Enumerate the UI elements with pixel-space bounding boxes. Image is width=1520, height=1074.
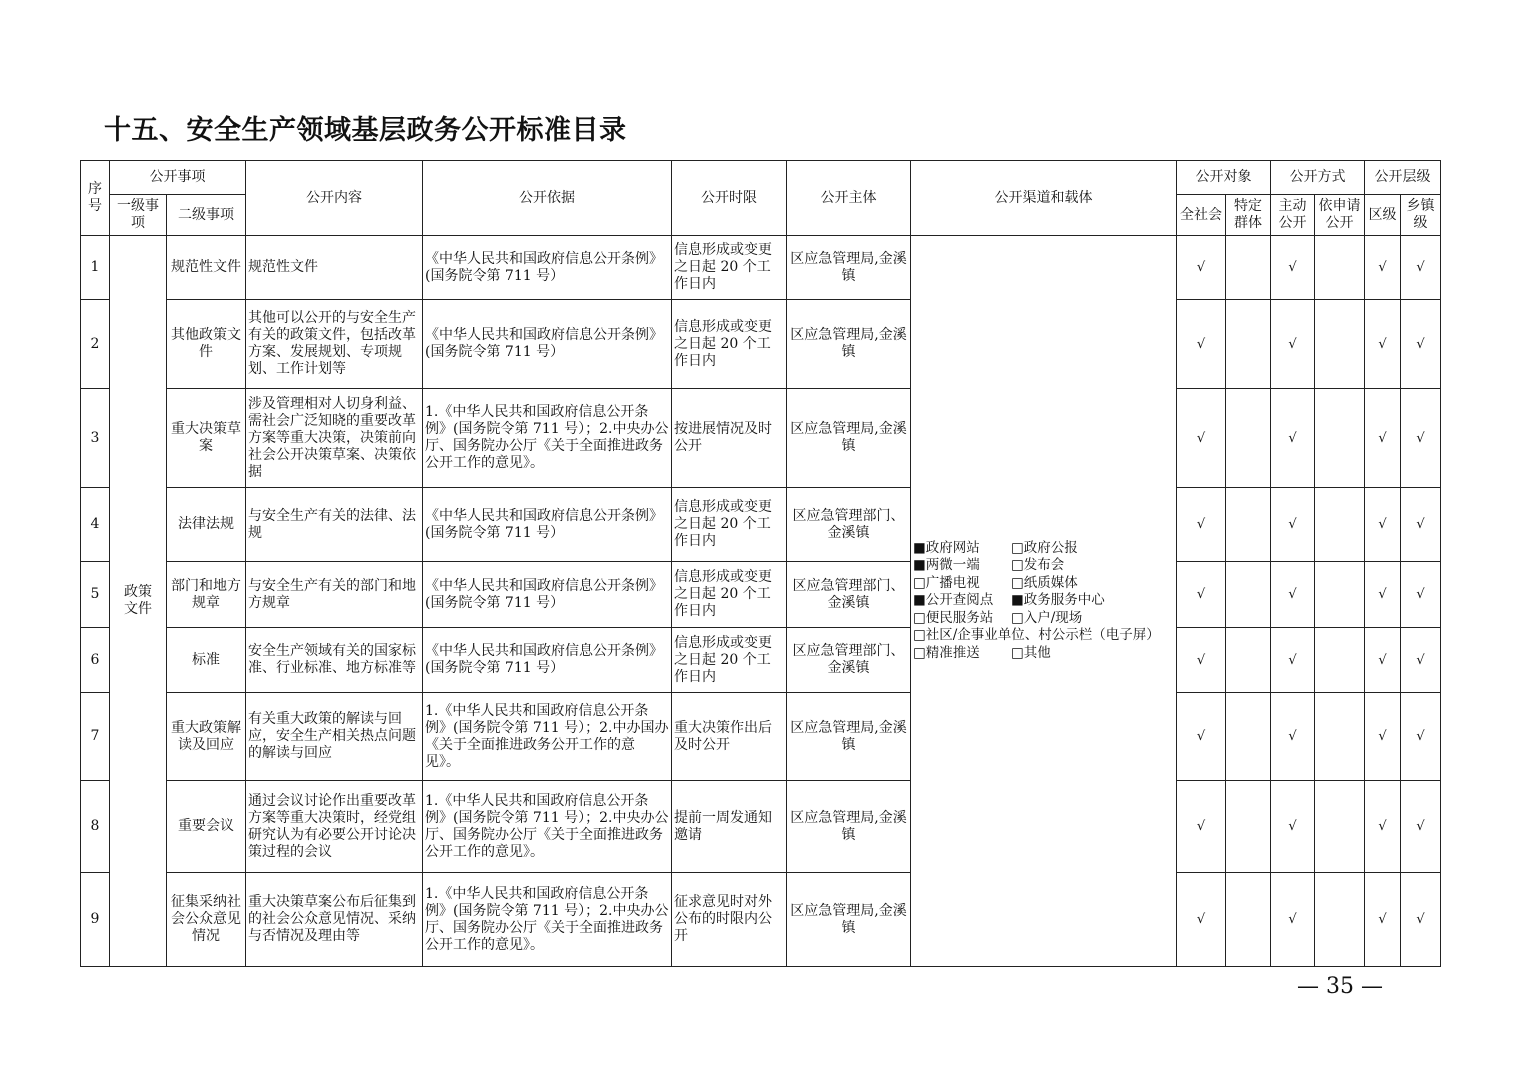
- subject-cell: 区应急管理局,金溪镇: [787, 781, 911, 873]
- channel-option: □发布会: [1011, 557, 1065, 574]
- page-title: 十五、安全生产领域基层政务公开标准目录: [104, 115, 627, 146]
- subject-cell: 区应急管理局,金溪镇: [787, 236, 911, 300]
- channel-option: □社区/企事业单位、村公示栏（电子屏）: [913, 627, 1160, 644]
- channel-line: [913, 645, 1174, 663]
- header-mode-request: 依申请公开: [1315, 195, 1365, 236]
- check-mark-district: √: [1365, 693, 1401, 781]
- check-mark-town: √: [1401, 693, 1441, 781]
- subject-cell: 区应急管理部门、金溪镇: [787, 488, 911, 562]
- table-row: [81, 628, 1441, 693]
- table-row: [81, 389, 1441, 488]
- channel-option: □广播电视: [913, 574, 980, 591]
- check-mark-all: √: [1177, 236, 1226, 300]
- channel-line: [913, 540, 1174, 558]
- content-cell: 通过会议讨论作出重要改革方案等重大决策时，经党组研究认为有必要公开讨论决策过程的会议: [246, 781, 423, 873]
- header-seq: 序号: [81, 161, 110, 236]
- check-mark-district: √: [1365, 628, 1401, 693]
- channel-option: ■政府网站: [913, 539, 980, 556]
- header-content: 公开内容: [246, 161, 423, 236]
- subject-cell: 区应急管理部门、金溪镇: [787, 628, 911, 693]
- check-mark-all: √: [1177, 693, 1226, 781]
- level2-item: 标准: [167, 628, 246, 693]
- table-row: [81, 781, 1441, 873]
- content-cell: 与安全生产有关的法律、法规: [246, 488, 423, 562]
- subject-cell: 区应急管理局,金溪镇: [787, 300, 911, 389]
- check-mark-district: √: [1365, 488, 1401, 562]
- check-mark-town: √: [1401, 628, 1441, 693]
- channel-line: [913, 592, 1174, 610]
- check-mark-active: √: [1271, 562, 1315, 628]
- check-mark-specific: [1226, 300, 1271, 389]
- check-mark-active: √: [1271, 693, 1315, 781]
- time-limit-cell: 按进展情况及时公开: [672, 389, 787, 488]
- subject-cell: 区应急管理局,金溪镇: [787, 873, 911, 967]
- check-mark-town: √: [1401, 873, 1441, 967]
- check-mark-request: [1315, 781, 1365, 873]
- row-number: 8: [81, 781, 110, 873]
- check-mark-all: √: [1177, 781, 1226, 873]
- time-limit-cell: 信息形成或变更之日起 20 个工作日内: [672, 300, 787, 389]
- header-mode-group: 公开方式: [1271, 161, 1365, 195]
- basis-cell: 1.《中华人民共和国政府信息公开条例》(国务院令第 711 号）；2.中央办公厅、国务院办公厅《关于全面推进政务公开工作的意见》。: [423, 873, 672, 967]
- check-mark-request: [1315, 693, 1365, 781]
- channel-option: ■政务服务中心: [1011, 592, 1105, 609]
- table-row: [81, 300, 1441, 389]
- check-mark-active: √: [1271, 781, 1315, 873]
- check-mark-district: √: [1365, 873, 1401, 967]
- header-subject: 公开主体: [787, 161, 911, 236]
- header-level-group: 公开层级: [1365, 161, 1441, 195]
- content-cell: 涉及管理相对人切身利益、需社会广泛知晓的重要改革方案等重大决策，决策前向社会公开决策草案、决策依据: [246, 389, 423, 488]
- row-number: 4: [81, 488, 110, 562]
- content-cell: 与安全生产有关的部门和地方规章: [246, 562, 423, 628]
- check-mark-active: √: [1271, 236, 1315, 300]
- subject-cell: 区应急管理局,金溪镇: [787, 389, 911, 488]
- time-limit-cell: 信息形成或变更之日起 20 个工作日内: [672, 628, 787, 693]
- channels-cell: [911, 236, 1177, 967]
- row-number: 1: [81, 236, 110, 300]
- header-items-group: 公开事项: [110, 161, 246, 195]
- check-mark-specific: [1226, 628, 1271, 693]
- check-mark-request: [1315, 300, 1365, 389]
- row-number: 9: [81, 873, 110, 967]
- check-mark-district: √: [1365, 236, 1401, 300]
- channel-option: ■两微一端: [913, 557, 980, 574]
- check-mark-town: √: [1401, 300, 1441, 389]
- check-mark-specific: [1226, 693, 1271, 781]
- check-mark-active: √: [1271, 628, 1315, 693]
- time-limit-cell: 重大决策作出后及时公开: [672, 693, 787, 781]
- check-mark-town: √: [1401, 562, 1441, 628]
- header-basis: 公开依据: [423, 161, 672, 236]
- basis-cell: 1.《中华人民共和国政府信息公开条例》(国务院令第 711 号）；2.中央办公厅、国务院办公厅《关于全面推进政务公开工作的意见》。: [423, 781, 672, 873]
- check-mark-all: √: [1177, 488, 1226, 562]
- level2-item: 法律法规: [167, 488, 246, 562]
- check-mark-request: [1315, 873, 1365, 967]
- level1-category: 政策文件: [110, 236, 167, 967]
- level2-item: 重大决策草案: [167, 389, 246, 488]
- time-limit-cell: 信息形成或变更之日起 20 个工作日内: [672, 488, 787, 562]
- channel-line: [913, 627, 1174, 645]
- basis-cell: 《中华人民共和国政府信息公开条例》(国务院令第 711 号）: [423, 628, 672, 693]
- level2-item: 重大政策解读及回应: [167, 693, 246, 781]
- check-mark-district: √: [1365, 562, 1401, 628]
- basis-cell: 《中华人民共和国政府信息公开条例》(国务院令第 711 号）: [423, 300, 672, 389]
- header-level2: 二级事项: [167, 195, 246, 236]
- basis-cell: 《中华人民共和国政府信息公开条例》(国务院令第 711 号）: [423, 236, 672, 300]
- channel-option: □入户/现场: [1011, 609, 1083, 626]
- row-number: 2: [81, 300, 110, 389]
- content-cell: 其他可以公开的与安全生产有关的政策文件，包括改革方案、发展规划、专项规划、工作计划等: [246, 300, 423, 389]
- table-row: [81, 562, 1441, 628]
- check-mark-town: √: [1401, 389, 1441, 488]
- page-number: — 35 —: [1297, 974, 1383, 999]
- check-mark-town: √: [1401, 488, 1441, 562]
- content-cell: 安全生产领域有关的国家标准、行业标准、地方标准等: [246, 628, 423, 693]
- basis-cell: 《中华人民共和国政府信息公开条例》(国务院令第 711 号）: [423, 488, 672, 562]
- check-mark-specific: [1226, 389, 1271, 488]
- content-cell: 重大决策草案公布后征集到的社会公众意见情况、采纳与否情况及理由等: [246, 873, 423, 967]
- channel-line: [913, 557, 1174, 575]
- check-mark-active: √: [1271, 488, 1315, 562]
- check-mark-all: √: [1177, 628, 1226, 693]
- level2-item: 规范性文件: [167, 236, 246, 300]
- check-mark-district: √: [1365, 781, 1401, 873]
- check-mark-specific: [1226, 873, 1271, 967]
- row-number: 3: [81, 389, 110, 488]
- check-mark-request: [1315, 236, 1365, 300]
- check-mark-town: √: [1401, 781, 1441, 873]
- check-mark-all: √: [1177, 873, 1226, 967]
- level2-item: 部门和地方规章: [167, 562, 246, 628]
- check-mark-request: [1315, 488, 1365, 562]
- basis-cell: 《中华人民共和国政府信息公开条例》(国务院令第 711 号）: [423, 562, 672, 628]
- check-mark-specific: [1226, 781, 1271, 873]
- time-limit-cell: 信息形成或变更之日起 20 个工作日内: [672, 236, 787, 300]
- table-row: [81, 488, 1441, 562]
- channel-option: □精准推送: [913, 644, 980, 661]
- check-mark-specific: [1226, 562, 1271, 628]
- subject-cell: 区应急管理部门、金溪镇: [787, 562, 911, 628]
- check-mark-district: √: [1365, 300, 1401, 389]
- channel-option: □其他: [1011, 644, 1051, 661]
- check-mark-active: √: [1271, 389, 1315, 488]
- header-mode-active: 主动公开: [1271, 195, 1315, 236]
- content-cell: 有关重大政策的解读与回应，安全生产相关热点问题的解读与回应: [246, 693, 423, 781]
- channel-option: □政府公报: [1011, 539, 1078, 556]
- header-level-district: 区级: [1365, 195, 1401, 236]
- check-mark-all: √: [1177, 562, 1226, 628]
- row-number: 5: [81, 562, 110, 628]
- check-mark-all: √: [1177, 300, 1226, 389]
- basis-cell: 1.《中华人民共和国政府信息公开条例》(国务院令第 711 号）；2.中办国办《关于全面推进政务公开工作的意见》。: [423, 693, 672, 781]
- check-mark-active: √: [1271, 300, 1315, 389]
- check-mark-all: √: [1177, 389, 1226, 488]
- content-cell: 规范性文件: [246, 236, 423, 300]
- basis-cell: 1.《中华人民共和国政府信息公开条例》(国务院令第 711 号）；2.中央办公厅、国务院办公厅《关于全面推进政务公开工作的意见》。: [423, 389, 672, 488]
- time-limit-cell: 信息形成或变更之日起 20 个工作日内: [672, 562, 787, 628]
- channel-line: [913, 610, 1174, 628]
- channel-line: [913, 575, 1174, 593]
- check-mark-town: √: [1401, 236, 1441, 300]
- catalog-table: [80, 160, 1441, 967]
- catalog-body: [81, 236, 1441, 967]
- check-mark-district: √: [1365, 389, 1401, 488]
- level2-item: 重要会议: [167, 781, 246, 873]
- check-mark-request: [1315, 628, 1365, 693]
- table-row: [81, 873, 1441, 967]
- check-mark-request: [1315, 389, 1365, 488]
- check-mark-active: √: [1271, 873, 1315, 967]
- header-target-group: 公开对象: [1177, 161, 1271, 195]
- channel-option: □便民服务站: [913, 609, 994, 626]
- header-target-all: 全社会: [1177, 195, 1226, 236]
- header-time-limit: 公开时限: [672, 161, 787, 236]
- header-level-town: 乡镇级: [1401, 195, 1441, 236]
- row-number: 6: [81, 628, 110, 693]
- header-target-specific: 特定群体: [1226, 195, 1271, 236]
- time-limit-cell: 提前一周发通知邀请: [672, 781, 787, 873]
- check-mark-specific: [1226, 236, 1271, 300]
- row-number: 7: [81, 693, 110, 781]
- check-mark-request: [1315, 562, 1365, 628]
- level2-item: 征集采纳社会公众意见情况: [167, 873, 246, 967]
- time-limit-cell: 征求意见时对外公布的时限内公开: [672, 873, 787, 967]
- header-channels: 公开渠道和载体: [911, 161, 1177, 236]
- level2-item: 其他政策文件: [167, 300, 246, 389]
- subject-cell: 区应急管理局,金溪镇: [787, 693, 911, 781]
- channel-option: ■公开查阅点: [913, 592, 994, 609]
- check-mark-specific: [1226, 488, 1271, 562]
- table-row: [81, 236, 1441, 300]
- header-level1: 一级事项: [110, 195, 167, 236]
- table-row: [81, 693, 1441, 781]
- channel-option: □纸质媒体: [1011, 574, 1078, 591]
